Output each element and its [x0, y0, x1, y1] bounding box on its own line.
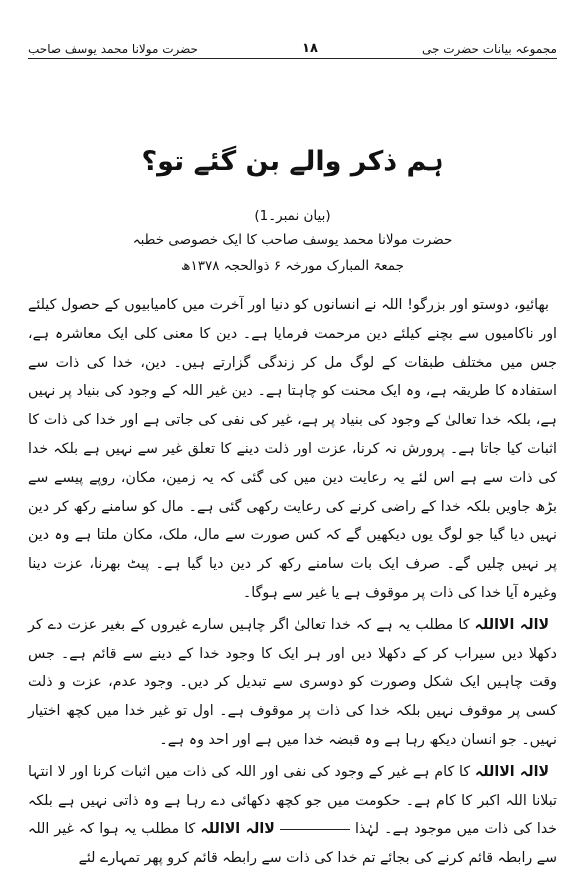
page-number: ۱۸: [302, 41, 318, 56]
header-book-title: مجموعہ بیانات حضرت جی: [421, 42, 557, 56]
paragraph: [28, 291, 557, 608]
bayan-number: (بیان نمبر۔1): [254, 208, 331, 224]
kalima-keyword: لاالہ الااللہ: [474, 616, 550, 633]
date-line: جمعۃ المبارک مورخہ ۶ ذوالحجہ ۱۳۷۸ھ: [181, 258, 404, 274]
kalima-keyword: لاالہ الااللہ: [200, 821, 275, 838]
paragraph: [28, 758, 557, 873]
paragraph-text: کا کام ہے غیر کے وجود کی نفی اور اللہ کی ذات میں اثبات کرنا اور لا انتہا تبلانا اللہ اکبر کا کام ہے۔ حکومت میں جو کچھ دکھائی دے رہا ہے وہ ذاتی نہیں ہے بلکہ خدا کی ذات میں موجود ہے۔ لہٰذا: [28, 763, 558, 838]
paragraph-text: بھائیو، دوستو اور بزرگو! اللہ نے انسانوں کو دنیا اور آخرت میں کامیابیوں کے حصول کیلئے اور ناکامیوں سے بچنے کیلئے دین مرحمت فرمایا ہے۔ دین کا معنی کلی ایک معاشرہ ہے، جس میں مختلف طبقات کے لوگ مل کر زندگی گزارتے ہیں۔ دین، خدا کی ذات سے استفادہ کا طریقہ ہے، وہ ایک محنت کو چاہتا ہے۔ دین غیر اللہ کے وجود کی بنیاد پر نہیں ہے، بلکہ خدا تعالیٰ کے وجود کی بنیاد پر ہے، غیر کی نفی کی جاتی ہے اور خدا کی ذات کا اثبات کیا جاتا ہے۔ پرورش نہ کرنا، عزت اور ذلت دینے کا تعلق غیر سے نہیں ہے بلکہ خدا کی ذات سے ہے اس لئے یہ رعایت دین میں کی گئی کہ یہ زمین، مکان، روپے پیسے سے بڑھ جاویں بلکہ خدا کے راضی کرنے کی رعایت رکھی گئی ہے۔ مال کو سامنے رکھ کر دین نہیں دیا گیا جو لوگ یوں دیکھیں گے کہ کس صورت سے مال، ملک، مکان ملتا ہے وہ دین پر نہیں چلیں گے۔ صرف ایک بات سامنے رکھ کر دین دیا گیا ہے۔ پیٹ بھرنا، عزت دینا وغیرہ آیا خدا کی ذات پر موقوف ہے یا غیر سے ہوگا۔: [28, 297, 557, 601]
paragraph-text: کا مطلب یہ ہے کہ خدا تعالیٰ اگر چاہیں سارے غیروں کے بغیر عزت دے کر دکھلا دیں سیراب کر کے دکھلا دیں اور ہر ایک کا وجود خدا کے دینے سے قائم ہے۔ جس وقت چاہیں ایک شکل وصورت کو دوسری سے تبدیل کر دیں۔ وجود عدم، عزت و ذلت کسی پر موقوف نہیں بلکہ خدا کی ذات پر موقوف ہے۔ اول تو غیر خدا میں کچھ اختیار نہیں۔ جو انسان دیکھ رہا ہے وہ قبضہ خدا میں ہے اور احد وہ ہے۔: [28, 616, 557, 748]
paragraph: [28, 611, 557, 755]
body-text: [28, 291, 557, 873]
divider-rule: [280, 829, 350, 830]
paragraph-text: کا مطلب یہ ہوا کہ غیر اللہ سے رابطہ قائم کرنے کی بجائے تم خدا کی ذات سے رابطہ قائم کرو پھر تمہارے لئے: [28, 821, 557, 867]
chapter-title: ہم ذکر والے بن گئے تو؟: [141, 146, 444, 177]
kalima-keyword: لاالہ الااللہ: [474, 763, 550, 780]
header-author: حضرت مولانا محمد یوسف صاحب: [28, 42, 198, 56]
speaker-line: حضرت مولانا محمد یوسف صاحب کا ایک خصوصی خطبہ: [132, 232, 453, 248]
running-header: [28, 34, 557, 59]
